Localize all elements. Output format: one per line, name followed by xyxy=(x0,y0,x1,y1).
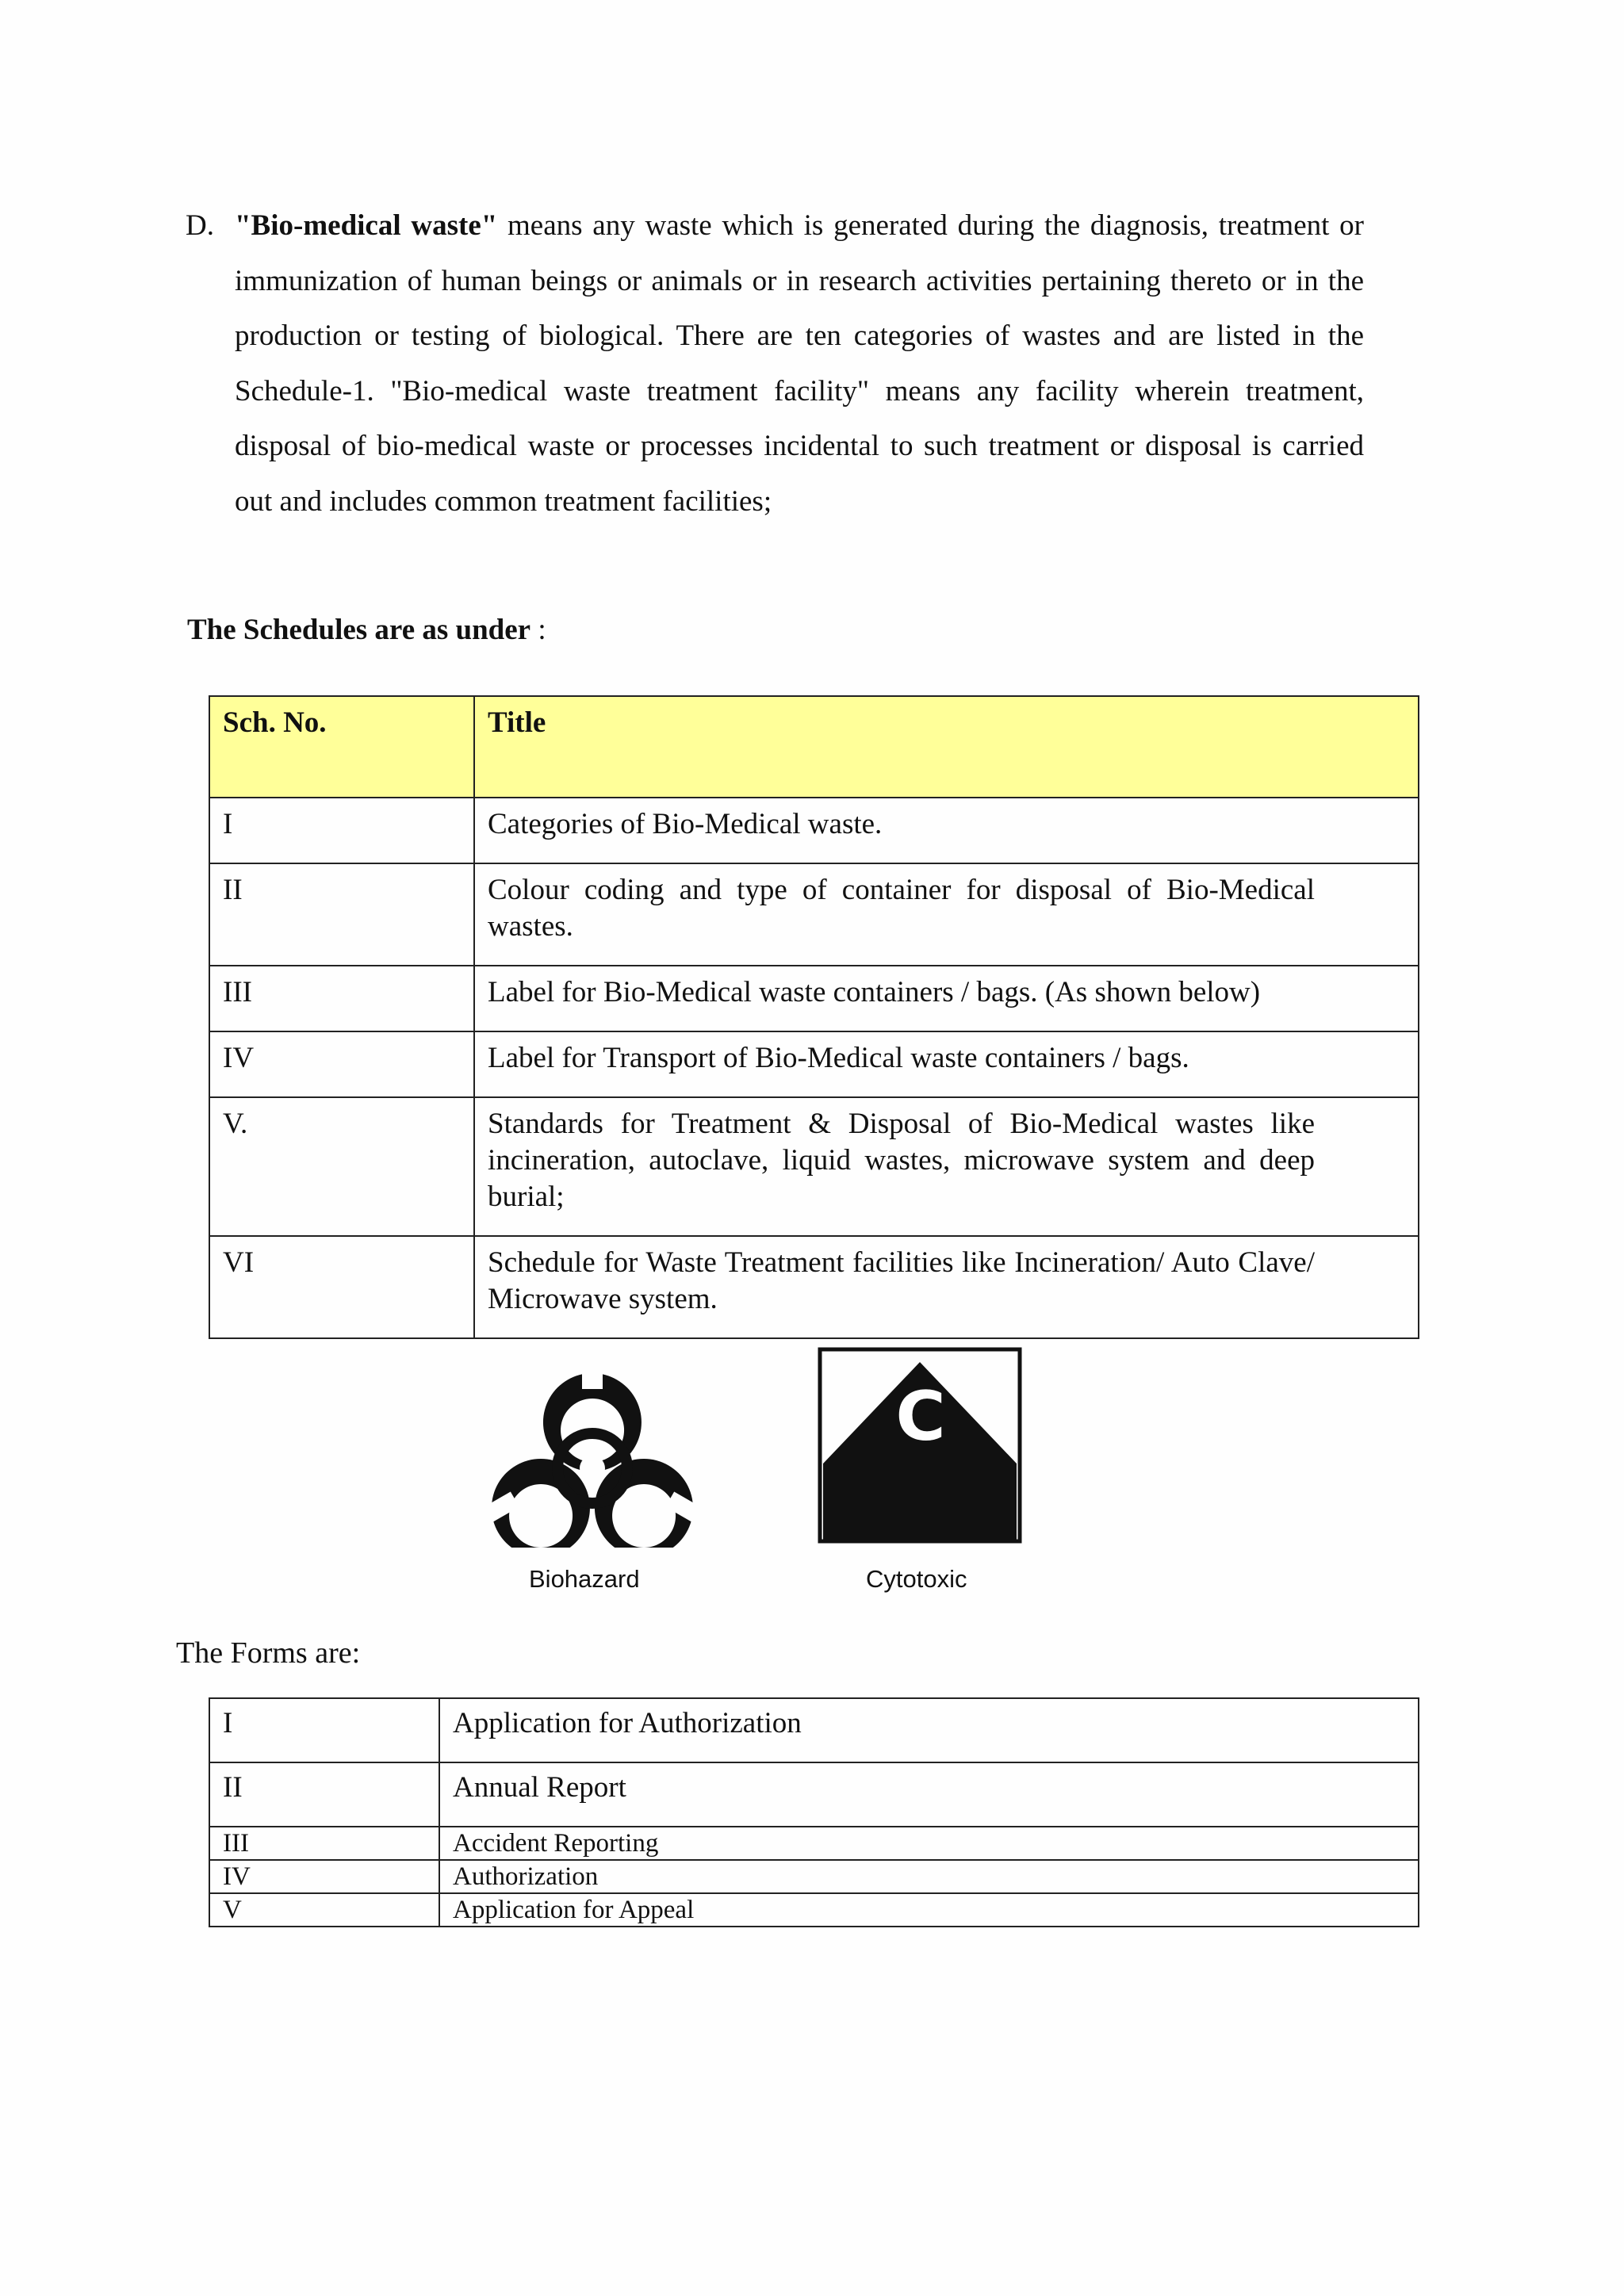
sch-no-cell: IV xyxy=(209,1031,474,1097)
biohazard-icon xyxy=(485,1357,699,1548)
form-title-cell: Authorization xyxy=(439,1860,1419,1893)
table-row xyxy=(209,1698,1419,1762)
cytotoxic-caption: Cytotoxic xyxy=(866,1565,967,1593)
definition-letter: D. xyxy=(186,209,214,242)
sch-no-cell: III xyxy=(209,966,474,1031)
table-row xyxy=(209,1893,1419,1927)
forms-table xyxy=(209,1697,1419,1927)
definition-paragraph xyxy=(186,198,1364,529)
sch-no-cell: V. xyxy=(209,1097,474,1236)
table-row xyxy=(209,966,1419,1031)
schedules-table-header xyxy=(209,696,1419,798)
form-title-cell: Application for Appeal xyxy=(439,1893,1419,1927)
cytotoxic-icon xyxy=(817,1346,1023,1544)
sch-title-cell: Standards for Treatment & Disposal of Bio-Medical wastes like incineration, autoclave, liquid wastes, microwave system and deep burial; xyxy=(474,1097,1419,1236)
form-no-cell: II xyxy=(209,1762,439,1827)
form-title-cell: Annual Report xyxy=(439,1762,1419,1827)
table-row xyxy=(209,1860,1419,1893)
table-row xyxy=(209,1031,1419,1097)
table-row xyxy=(209,798,1419,863)
sch-no-cell: I xyxy=(209,798,474,863)
forms-heading: The Forms are: xyxy=(176,1636,361,1670)
form-no-cell: V xyxy=(209,1893,439,1927)
sch-no-cell: VI xyxy=(209,1236,474,1338)
table-row xyxy=(209,1097,1419,1236)
form-no-cell: IV xyxy=(209,1860,439,1893)
schedules-table xyxy=(209,695,1419,1339)
header-title: Title xyxy=(474,696,1419,798)
sch-title-cell: Label for Transport of Bio-Medical waste containers / bags. xyxy=(474,1031,1419,1097)
definition-term: "Bio-medical waste" xyxy=(235,209,498,242)
sch-title-cell: Schedule for Waste Treatment facilities like Incineration/ Auto Clave/ Microwave system. xyxy=(474,1236,1419,1338)
form-title-cell: Accident Reporting xyxy=(439,1827,1419,1860)
biohazard-caption: Biohazard xyxy=(529,1565,640,1593)
table-row xyxy=(209,1236,1419,1338)
table-row xyxy=(209,863,1419,966)
form-no-cell: I xyxy=(209,1698,439,1762)
schedules-heading-rest: : xyxy=(530,614,546,646)
sch-title-cell: Colour coding and type of container for disposal of Bio-Medical wastes. xyxy=(474,863,1419,966)
form-no-cell: III xyxy=(209,1827,439,1860)
table-row xyxy=(209,1762,1419,1827)
definition-text: means any waste which is generated during the diagnosis, treatment or immunization of human beings or animals or in research activities pertaining thereto or in the production or testing of biological. There are ten categories of wastes and are listed in the Schedule-1. "Bio-medical waste treatment facility" means any facility wherein treatment, disposal of bio-medical waste or processes incidental to such treatment or disposal is carried out and includes common treatment facilities; xyxy=(235,209,1364,518)
sch-title-cell: Categories of Bio-Medical waste. xyxy=(474,798,1419,863)
cytotoxic-letter: C xyxy=(895,1377,946,1456)
table-row xyxy=(209,1827,1419,1860)
sch-title-cell: Label for Bio-Medical waste containers / bags. (As shown below) xyxy=(474,966,1419,1031)
schedules-heading-bold: The Schedules are as under xyxy=(187,614,531,646)
sch-no-cell: II xyxy=(209,863,474,966)
form-title-cell: Application for Authorization xyxy=(439,1698,1419,1762)
header-sch-no: Sch. No. xyxy=(209,696,474,798)
schedules-heading xyxy=(187,610,546,650)
